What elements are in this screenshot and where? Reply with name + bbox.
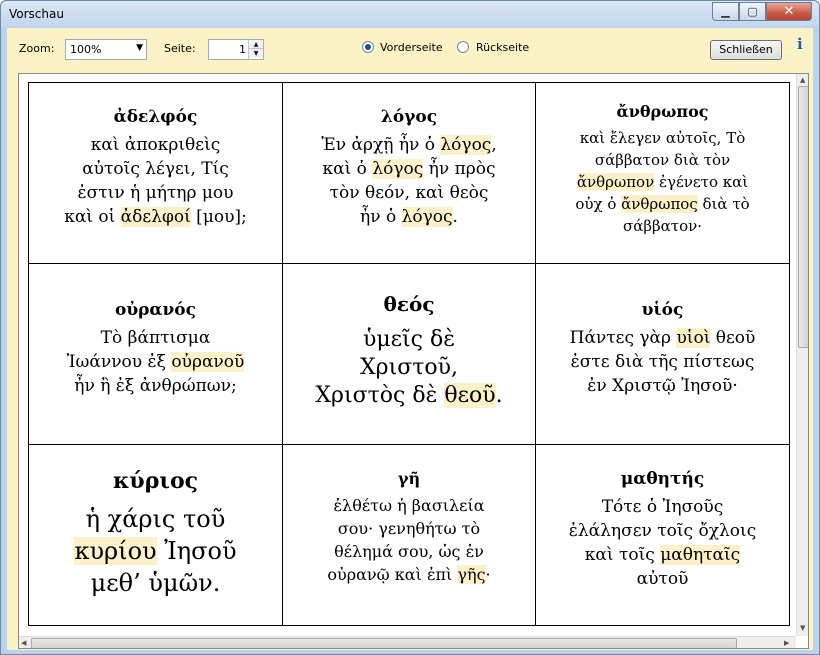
card-verse-line: ἦν ὁ λόγος. xyxy=(360,207,458,227)
highlighted-word: ἄνθρωπος xyxy=(621,195,698,213)
card-verse-line: καὶ τοῖς μαθηταῖς xyxy=(584,545,741,565)
card-ouranos xyxy=(29,264,283,445)
vertical-scrollbar[interactable] xyxy=(796,74,809,636)
minimize-button[interactable] xyxy=(712,2,739,21)
back-side-radio[interactable] xyxy=(457,41,469,53)
card-grid xyxy=(28,82,790,626)
zoom-label: Zoom: xyxy=(19,42,55,55)
card-verse-line: ἄνθρωπον ἐγένετο καὶ xyxy=(576,173,749,191)
card-verse-line: ἐλάλησεν τοῖς ὄχλοις xyxy=(568,521,757,541)
card-mathetes xyxy=(536,445,790,626)
card-verse-line: καὶ ὁ λόγος ἦν πρὸς xyxy=(322,159,496,179)
card-verse-line: Πάντες γὰρ υἱοὶ θεοῦ xyxy=(569,328,756,348)
card-verse-line: Τὸ βάπτισμα xyxy=(100,328,211,348)
toolbar xyxy=(7,28,813,70)
scroll-up-icon[interactable]: ▲ xyxy=(800,76,806,84)
card-word: ἄνθρωπος xyxy=(616,102,709,121)
card-word: γῆ xyxy=(397,469,421,488)
page-stepper[interactable] xyxy=(208,39,264,60)
card-verse-line: ἦν ἢ ἐξ ἀνθρώπων; xyxy=(74,376,237,396)
card-verse-line: Ἐν ἀρχῇ ἦν ὁ λόγος, xyxy=(321,135,497,155)
highlighted-word: θεοῦ xyxy=(444,383,496,408)
info-icon[interactable]: i xyxy=(797,35,803,53)
preview-pane[interactable] xyxy=(18,73,809,649)
card-ge xyxy=(283,445,536,626)
page-label: Seite: xyxy=(164,42,196,55)
close-button[interactable]: Schließen xyxy=(710,40,782,60)
chevron-down-icon: ▼ xyxy=(136,43,143,53)
stepper-buttons xyxy=(248,40,263,59)
stepper-down-icon[interactable]: ▼ xyxy=(249,49,263,58)
zoom-select[interactable] xyxy=(65,39,147,60)
card-verse-line: αὐτοῖς λέγει, Τίς xyxy=(82,159,229,179)
card-verse-line: καὶ ἀποκριθεὶς xyxy=(90,135,221,155)
highlighted-word: κυρίου xyxy=(74,537,157,565)
highlighted-word: γῆς xyxy=(457,565,486,584)
minimize-icon: ▁ xyxy=(721,5,730,18)
window-title: Vorschau xyxy=(9,7,64,21)
card-verse-line: Τότε ὁ Ἰησοῦς xyxy=(601,497,724,517)
card-verse-line: αὐτοῦ xyxy=(636,569,689,589)
card-verse-line: μεθ’ ὑμῶν. xyxy=(90,569,221,597)
card-verse-line: ὑμεῖς δὲ xyxy=(362,327,456,352)
highlighted-word: λόγος xyxy=(440,135,492,155)
back-side-label[interactable]: Rückseite xyxy=(476,41,530,54)
close-window-button[interactable] xyxy=(766,2,812,21)
card-verse-line: θέλημά σου, ὡς ἐν xyxy=(334,542,484,561)
card-logos xyxy=(283,83,536,264)
maximize-icon: ▢ xyxy=(747,5,758,18)
card-word: μαθητής xyxy=(620,469,705,489)
horizontal-scroll-thumb[interactable] xyxy=(31,638,737,649)
card-adelphos xyxy=(29,83,283,264)
card-verse-line: ἐστιν ἡ μήτηρ μου xyxy=(77,183,234,203)
highlighted-word: ἄνθρωπον xyxy=(576,173,655,191)
card-word: κύριος xyxy=(112,468,199,494)
highlighted-word: οὐρανοῦ xyxy=(171,352,245,372)
card-theos xyxy=(283,264,536,445)
highlighted-word: λόγος xyxy=(372,159,424,179)
card-anthropos xyxy=(536,83,790,264)
card-verse-line: καὶ οἱ ἀδελφοί [μου]; xyxy=(64,207,247,227)
card-verse-line: ἡ χάρις τοῦ xyxy=(85,505,226,533)
card-verse-line: σου· γενηθήτω τὸ xyxy=(337,519,481,538)
card-verse-line: οὐρανῷ καὶ ἐπὶ γῆς· xyxy=(327,565,491,584)
maximize-button[interactable] xyxy=(739,2,766,21)
highlighted-word: μαθηταῖς xyxy=(660,545,741,565)
vertical-scroll-thumb[interactable] xyxy=(798,86,809,348)
card-huios xyxy=(536,264,790,445)
scroll-down-icon[interactable]: ▼ xyxy=(800,624,806,632)
close-icon: ✕ xyxy=(783,4,795,19)
card-verse-line: Χριστοῦ, xyxy=(359,355,459,380)
card-verse-line: Ἰωάννου ἐξ οὐρανοῦ xyxy=(66,352,245,372)
card-word: ἀδελφός xyxy=(113,107,198,127)
card-verse-line: σάββατον διὰ τὸν xyxy=(594,151,731,169)
card-verse-line: κυρίου Ἰησοῦ xyxy=(74,537,237,565)
zoom-value: 100% xyxy=(70,43,102,56)
card-verse-line: ἐν Χριστῷ Ἰησοῦ· xyxy=(587,376,738,396)
card-verse-line: καὶ ἔλεγεν αὐτοῖς, Τὸ xyxy=(579,129,746,147)
stepper-up-icon[interactable]: ▲ xyxy=(249,40,263,49)
front-side-radio[interactable] xyxy=(362,41,374,53)
card-verse-line: σάββατον· xyxy=(622,217,703,235)
title-bar[interactable] xyxy=(1,1,819,27)
card-word: υἱός xyxy=(641,300,684,320)
scroll-left-icon[interactable]: ◀ xyxy=(21,639,27,647)
highlighted-word: υἱοὶ xyxy=(676,328,711,348)
card-verse-line: ἐστε διὰ τῆς πίστεως xyxy=(570,352,755,372)
highlighted-word: ἀδελφοί xyxy=(120,207,191,227)
card-word: θεός xyxy=(383,292,435,316)
card-word: οὐρανός xyxy=(114,300,196,320)
highlighted-word: λόγος xyxy=(401,207,453,227)
card-verse-line: ἐλθέτω ἡ βασιλεία xyxy=(333,496,485,515)
horizontal-scrollbar[interactable] xyxy=(19,636,796,649)
card-kyrios xyxy=(29,445,283,626)
front-side-label[interactable]: Vorderseite xyxy=(380,41,443,54)
scroll-right-icon[interactable]: ▶ xyxy=(784,639,790,647)
page-value: 1 xyxy=(239,43,246,56)
card-verse-line: οὐχ ὁ ἄνθρωπος διὰ τὸ xyxy=(575,195,750,213)
card-verse-line: τὸν θεόν, καὶ θεὸς xyxy=(329,183,489,203)
card-verse-line: Χριστὸς δὲ θεοῦ. xyxy=(315,383,503,408)
card-word: λόγος xyxy=(380,107,438,127)
client-area xyxy=(7,28,813,650)
